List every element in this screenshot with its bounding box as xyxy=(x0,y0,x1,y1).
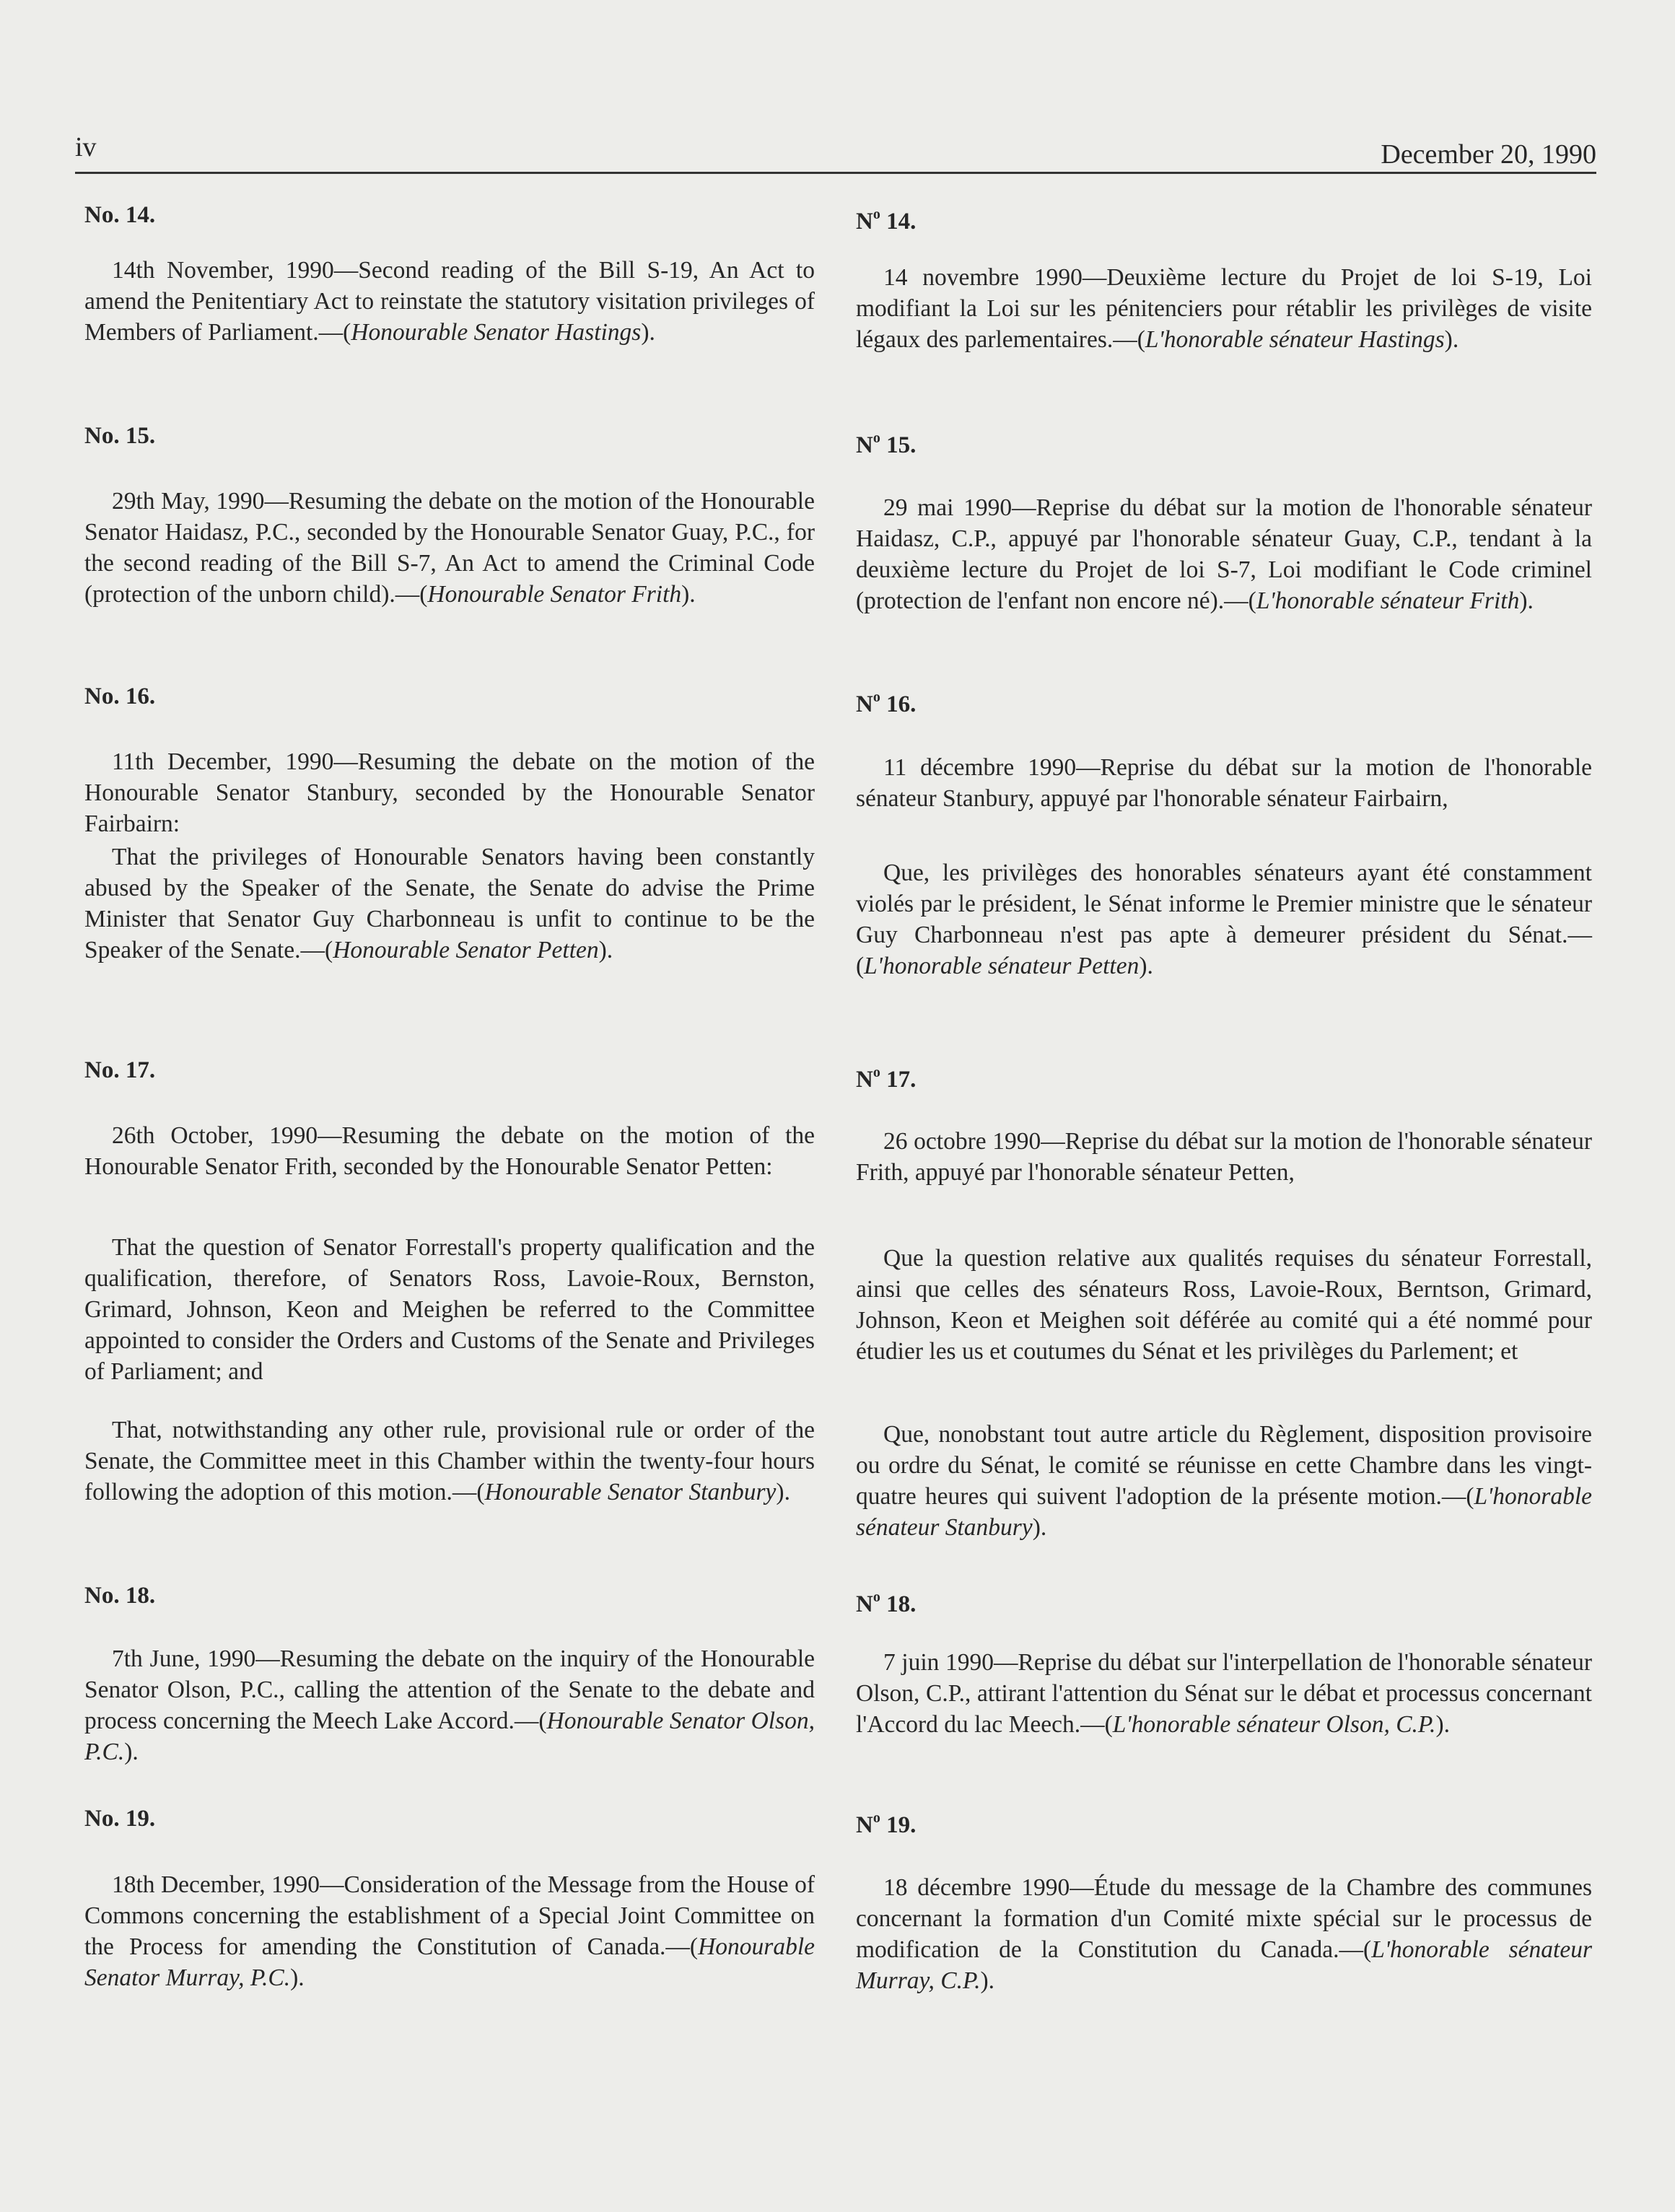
item-paragraph: 26 octobre 1990—Reprise du débat sur la motion de l'honorable sénateur Frith, appuyé par l'honorable sénateur Petten, xyxy=(856,1128,1592,1186)
item-number: $N^o$ 15. xyxy=(856,430,917,458)
item-number: $N^o$ 17. xyxy=(856,1065,917,1093)
item-number: No. 18. xyxy=(84,1583,156,1609)
header-rule xyxy=(75,172,1596,174)
item-number: No. 17. xyxy=(84,1057,156,1083)
item-paragraph: 29th May, 1990—Resuming the debate on the motion of the Honourable Senator Haidasz, P.C., seconded by the Honourable Senator Guay, P.C., for the second reading of the Bill S-7, An Act to amend the Criminal Code (protection of the unborn child).—(Honourable Senator Frith). xyxy=(84,488,815,608)
item-paragraph: That the question of Senator Forrestall's property qualification and the qualification, therefore, of Senators Ross, Lavoie-Roux, Bernston, Grimard, Johnson, Keon and Meighen be referred to the Committee appointed to consider the Orders and Customs of the Senate and Privileges of Parliament; and xyxy=(84,1234,815,1385)
item-paragraph: 29 mai 1990—Reprise du débat sur la motion de l'honorable sénateur Haidasz, C.P., appuyé par l'honorable sénateur Guay, C.P., tendant à la deuxième lecture du Projet de loi S-7, Loi modifiant le Code criminel (protection de l'enfant non encore né).—(L'honorable sénateur Frith). xyxy=(856,494,1592,614)
item-paragraph: Que, nonobstant tout autre article du Règlement, disposition provisoire ou ordre du Sénat, le comité se réunisse en cette Chambre dans les vingt-quatre heures qui suivent l'adoption de la présente motion.—(L'honorable sénateur Stanbury). xyxy=(856,1421,1592,1541)
page-header xyxy=(75,121,1596,172)
item-paragraph: 7 juin 1990—Reprise du débat sur l'interpellation de l'honorable sénateur Olson, C.P., attirant l'attention du Sénat sur le débat et processus concernant l'Accord du lac Meech.—(L'honorable sénateur Olson, C.P.). xyxy=(856,1649,1592,1738)
item-number: No. 15. xyxy=(84,423,156,449)
item-number: No. 19. xyxy=(84,1806,156,1832)
item-paragraph: 18 décembre 1990—Étude du message de la Chambre des communes concernant la formation d'un Comité mixte spécial sur le processus de modification de la Constitution du Canada.—(L'honorable sénateur Murray, C.P.). xyxy=(856,1874,1592,1994)
item-paragraph: That the privileges of Honourable Senators having been constantly abused by the Speaker of the Senate, the Senate do advise the Prime Minister that Senator Guy Charbonneau is unfit to continue to be the Speaker of the Senate.—(Honourable Senator Petten). xyxy=(84,844,815,963)
item-number: No. 16. xyxy=(84,683,156,709)
page-date: December 20, 1990 xyxy=(1381,139,1596,170)
item-paragraph: Que la question relative aux qualités requises du sénateur Forrestall, ainsi que celles des sénateurs Ross, Lavoie-Roux, Berntson, Grimard, Johnson, Keon et Meighen soit déférée au comité qui a été nommé pour étudier les us et coutumes du Sénat et les privilèges du Parlement; et xyxy=(856,1245,1592,1365)
item-number: No. 14. xyxy=(84,202,156,228)
item-number: $N^o$ 16. xyxy=(856,689,917,717)
item-paragraph: 7th June, 1990—Resuming the debate on the inquiry of the Honourable Senator Olson, P.C., calling the attention of the Senate to the debate and process concerning the Meech Lake Accord.—(Honourable Senator Olson, P.C.). xyxy=(84,1645,815,1765)
item-paragraph: 18th December, 1990—Consideration of the Message from the House of Commons concerning the establishment of a Special Joint Committee on the Process for amending the Constitution of Canada.—(Honourable Senator Murray, P.C.). xyxy=(84,1871,815,1991)
item-paragraph: 14th November, 1990—Second reading of the Bill S-19, An Act to amend the Penitentiary Act to reinstate the statutory visitation privileges of Members of Parliament.—(Honourable Senator Hastings). xyxy=(84,257,815,346)
item-paragraph: That, notwithstanding any other rule, provisional rule or order of the Senate, the Committee meet in this Chamber within the twenty-four hours following the adoption of this motion.—(Honourable Senator Stanbury). xyxy=(84,1417,815,1505)
item-number: $N^o$ 18. xyxy=(856,1589,917,1617)
item-paragraph: 11 décembre 1990—Reprise du débat sur la motion de l'honorable sénateur Stanbury, appuyé par l'honorable sénateur Fairbairn, xyxy=(856,754,1592,812)
item-number: $N^o$ 14. xyxy=(856,206,917,235)
item-paragraph: 11th December, 1990—Resuming the debate on the motion of the Honourable Senator Stanbury, seconded by the Honourable Senator Fairbairn: xyxy=(84,748,815,837)
page-number: iv xyxy=(75,132,97,162)
item-paragraph: Que, les privilèges des honorables sénateurs ayant été constamment violés par le président, le Sénat informe le Premier ministre que le sénateur Guy Charbonneau n'est pas apte à demeurer président du Sénat.—(L'honorable sénateur Petten). xyxy=(856,860,1592,979)
item-number: $N^o$ 19. xyxy=(856,1810,917,1838)
item-paragraph: 26th October, 1990—Resuming the debate on the motion of the Honourable Senator Frith, seconded by the Honourable Senator Petten: xyxy=(84,1122,815,1180)
item-paragraph: 14 novembre 1990—Deuxième lecture du Projet de loi S-19, Loi modifiant la Loi sur les pénitenciers pour rétablir les privilèges de visite légaux des parlementaires.—(L'honorable sénateur Hastings). xyxy=(856,264,1592,353)
